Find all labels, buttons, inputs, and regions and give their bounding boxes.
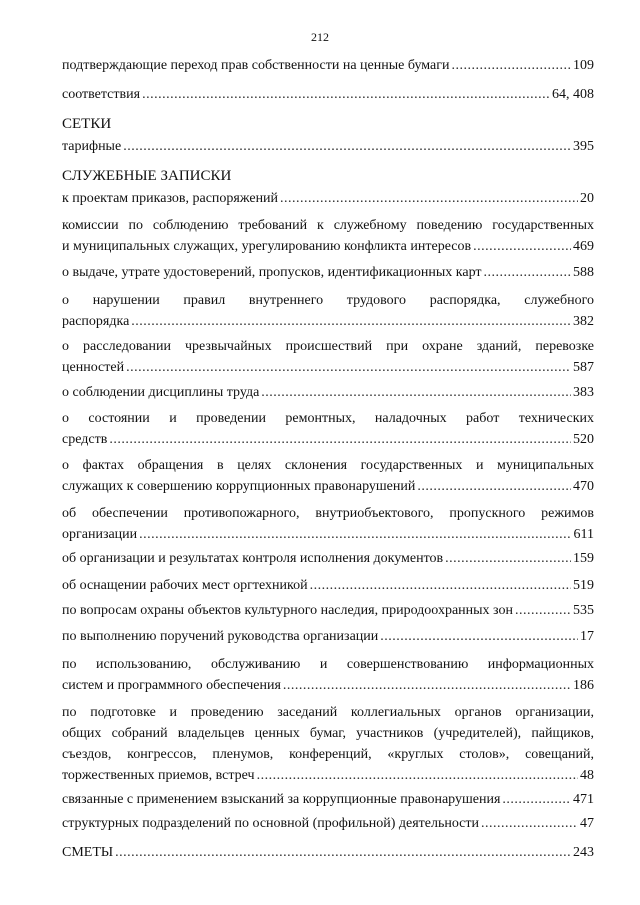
index-entry <box>62 55 594 76</box>
section-heading: СЕТКИ <box>62 116 112 132</box>
page-reference: 109 <box>573 58 594 73</box>
entry-text: СМЕТЫ <box>62 845 114 860</box>
index-entry <box>62 455 594 497</box>
page-reference: 588 <box>573 265 594 280</box>
page-reference: 382 <box>573 314 594 329</box>
entry-text: распорядка <box>62 314 130 329</box>
entry-line: комиссии по соблюдению требований к служебному поведению государственных <box>62 218 594 233</box>
dot-leader <box>123 136 571 157</box>
index-entry <box>62 336 594 378</box>
page-reference: 159 <box>573 551 594 566</box>
index-entry <box>62 702 594 786</box>
entry-line: съездов, конгрессов, пленумов, конференций, «круглых столов», совещаний, <box>62 747 594 762</box>
entry-text: торжественных приемов, встреч <box>62 768 255 783</box>
dot-leader <box>380 626 578 647</box>
entry-text: по вопросам охраны объектов культурного наследия, природоохранных зон <box>62 603 513 618</box>
page-reference: 535 <box>573 603 594 618</box>
entry-text: к проектам приказов, распоряжений <box>62 191 279 206</box>
entry-line: общих собраний владельцев ценных бумаг, участников (учредителей), пайщиков, <box>62 726 594 741</box>
page-reference: 470 <box>573 479 594 494</box>
dot-leader <box>473 236 571 257</box>
entry-text: структурных подразделений по основной (профильной) деятельности <box>62 816 480 831</box>
dot-leader <box>126 357 571 378</box>
index-entry <box>62 600 594 621</box>
entry-last-line <box>62 765 594 786</box>
entry-last-line <box>62 675 594 696</box>
entry-last-line <box>62 136 594 157</box>
page-reference: 186 <box>573 678 594 693</box>
page-reference: 17 <box>580 629 594 644</box>
entry-text: служащих к совершению коррупционных правонарушений <box>62 479 416 494</box>
index-entry <box>62 382 594 403</box>
page-reference: 519 <box>573 578 594 593</box>
entry-line: по подготовке и проведению заседаний коллегиальных органов организации, <box>62 705 594 720</box>
dot-leader <box>115 842 571 863</box>
index-entry <box>62 188 594 209</box>
dot-leader <box>280 188 578 209</box>
entry-last-line <box>62 55 594 76</box>
dot-leader <box>515 600 571 621</box>
entry-text: по выполнению поручений руководства организации <box>62 629 379 644</box>
dot-leader <box>417 476 571 497</box>
dot-leader <box>481 813 578 834</box>
entry-last-line <box>62 84 594 105</box>
dot-leader <box>109 429 571 450</box>
index-entry <box>62 575 594 596</box>
entry-last-line <box>62 813 594 834</box>
index-entry <box>62 789 594 810</box>
dot-leader <box>142 84 550 105</box>
entry-last-line <box>62 382 594 403</box>
index-entry <box>62 262 594 283</box>
entry-last-line <box>62 357 594 378</box>
page-reference: 47 <box>580 816 594 831</box>
page-reference: 611 <box>573 527 594 542</box>
entry-last-line <box>62 311 594 332</box>
entry-text: подтверждающие переход прав собственности на ценные бумаги <box>62 58 450 73</box>
entry-text: об организации и результатах контроля исполнения документов <box>62 551 444 566</box>
entry-text: и муниципальных служащих, урегулированию конфликта интересов <box>62 239 472 254</box>
entry-text: систем и программного обеспечения <box>62 678 281 693</box>
dot-leader <box>484 262 571 283</box>
dot-leader <box>261 382 571 403</box>
entry-last-line <box>62 429 594 450</box>
index-entry <box>62 842 594 863</box>
index-entry <box>62 548 594 569</box>
dot-leader <box>131 311 571 332</box>
dot-leader <box>445 548 571 569</box>
entry-text: связанные с применением взысканий за коррупционные правонарушения <box>62 792 501 807</box>
dot-leader <box>502 789 571 810</box>
entry-last-line <box>62 575 594 596</box>
index-entry <box>62 84 594 105</box>
dot-leader <box>139 524 571 545</box>
page-reference: 243 <box>573 845 594 860</box>
index-entry <box>62 136 594 157</box>
page-reference: 471 <box>573 792 594 807</box>
dot-leader <box>310 575 571 596</box>
page-reference: 587 <box>573 360 594 375</box>
index-entry <box>62 503 594 545</box>
section-heading: СЛУЖЕБНЫЕ ЗАПИСКИ <box>62 168 232 184</box>
entry-text: о выдаче, утрате удостоверений, пропусков, идентификационных карт <box>62 265 482 280</box>
index-entry <box>62 215 594 257</box>
entry-line: о нарушении правил внутреннего трудового распорядка, служебного <box>62 293 594 308</box>
entry-line: о состоянии и проведении ремонтных, наладочных работ технических <box>62 411 594 426</box>
page-number: 212 <box>311 30 329 44</box>
entry-last-line <box>62 524 594 545</box>
entry-text: об оснащении рабочих мест оргтехникой <box>62 578 308 593</box>
entry-text: ценностей <box>62 360 125 375</box>
entry-last-line <box>62 842 594 863</box>
entry-last-line <box>62 789 594 810</box>
entry-last-line <box>62 548 594 569</box>
page-reference: 383 <box>573 385 594 400</box>
entry-line: по использованию, обслуживанию и совершенствованию информационных <box>62 657 594 672</box>
entry-text: средств <box>62 432 108 447</box>
entry-last-line <box>62 476 594 497</box>
index-entry <box>62 290 594 332</box>
page-reference: 395 <box>573 139 594 154</box>
entry-last-line <box>62 600 594 621</box>
page-reference: 520 <box>573 432 594 447</box>
page-reference: 469 <box>573 239 594 254</box>
index-entry <box>62 654 594 696</box>
entry-text: соответствия <box>62 87 141 102</box>
entry-last-line <box>62 236 594 257</box>
entry-line: о расследовании чрезвычайных происшествий при охране зданий, перевозке <box>62 339 594 354</box>
entry-text: организации <box>62 527 138 542</box>
entry-text: тарифные <box>62 139 122 154</box>
page-reference: 64, 408 <box>552 87 594 102</box>
dot-leader <box>257 765 578 786</box>
index-entry <box>62 408 594 450</box>
entry-text: о соблюдении дисциплины труда <box>62 385 260 400</box>
entry-last-line <box>62 188 594 209</box>
entry-line: о фактах обращения в целях склонения государственных и муниципальных <box>62 458 594 473</box>
index-entry <box>62 813 594 834</box>
index-entry <box>62 626 594 647</box>
entry-last-line <box>62 626 594 647</box>
entry-line: об обеспечении противопожарного, внутриобъектового, пропускного режимов <box>62 506 594 521</box>
dot-leader <box>451 55 571 76</box>
page-reference: 48 <box>580 768 594 783</box>
page-reference: 20 <box>580 191 594 206</box>
dot-leader <box>283 675 571 696</box>
entry-last-line <box>62 262 594 283</box>
